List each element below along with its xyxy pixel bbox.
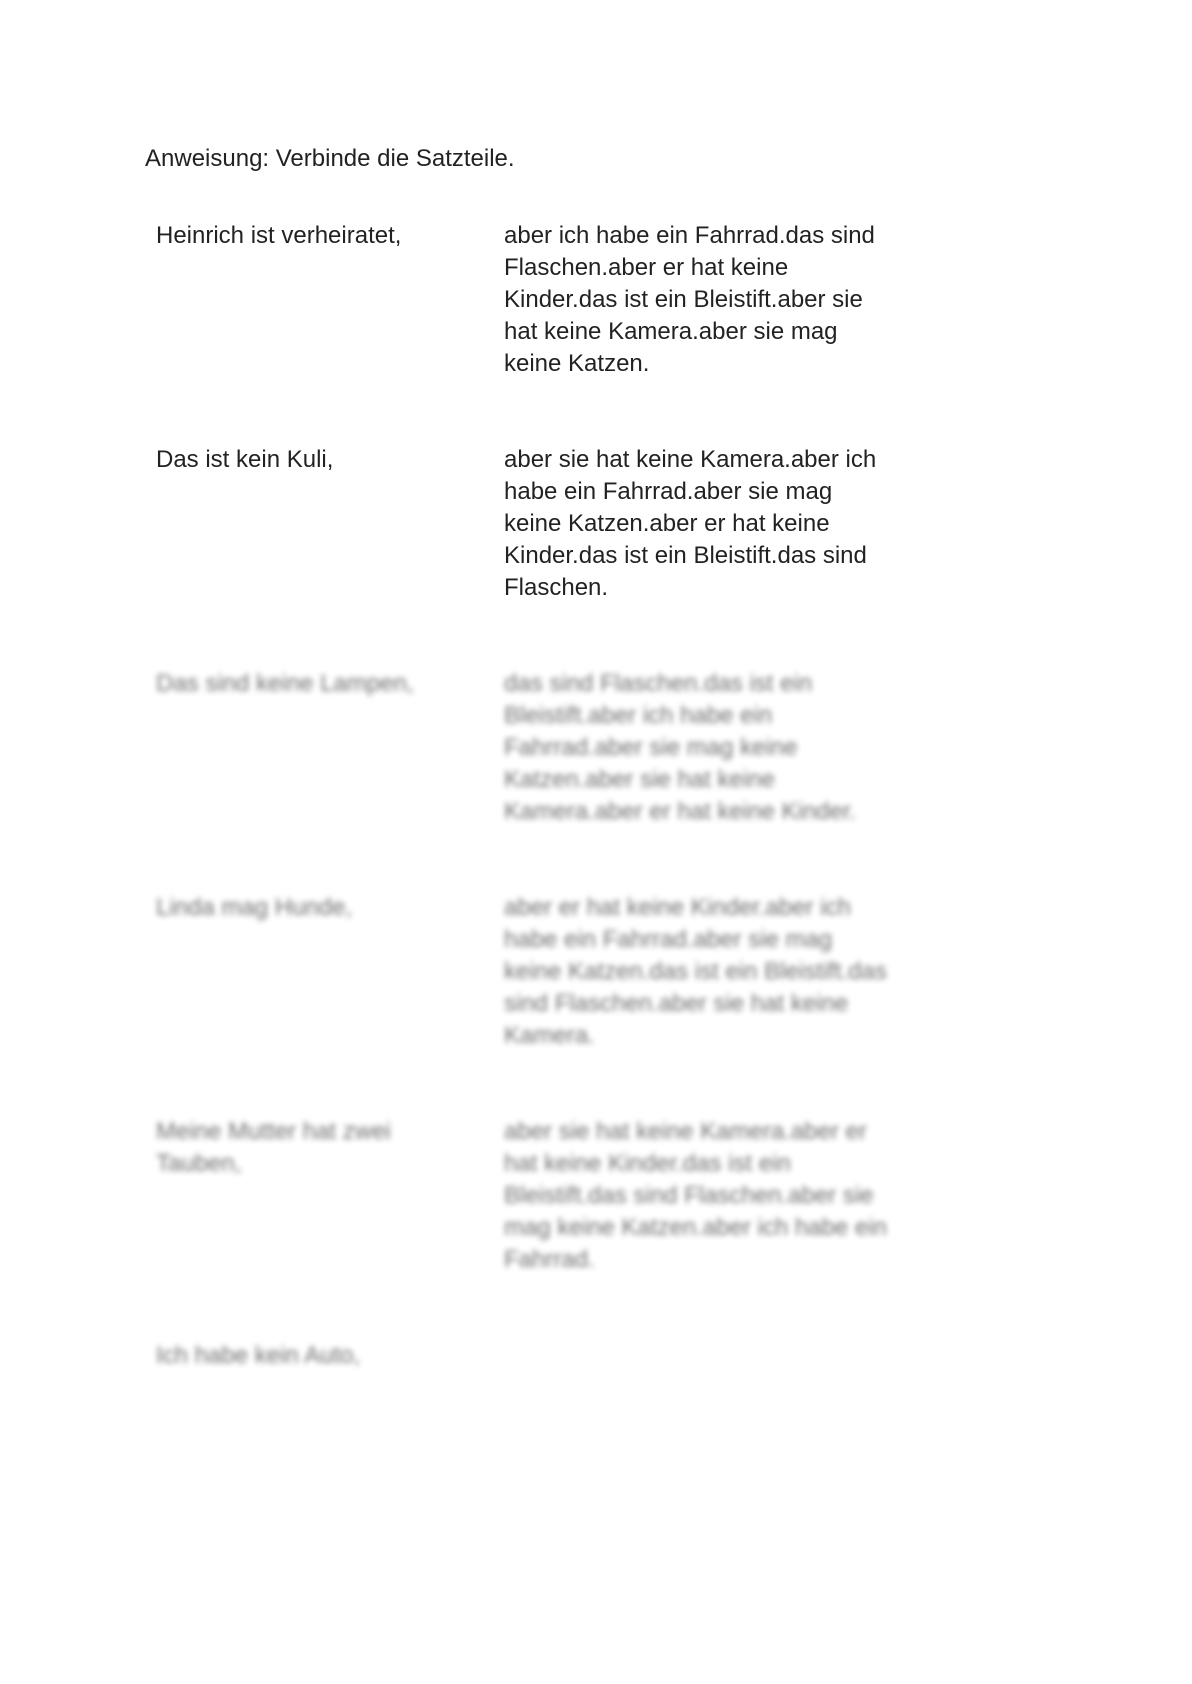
sentence-start: Heinrich ist verheiratet, (156, 222, 402, 249)
sentence-endings: aber sie hat keine Kamera.aber er hat keine Kinder.das ist ein Bleistift.das sind Flaschen.aber sie mag keine Katzen.aber ich habe ein Fahrrad. (504, 1118, 887, 1273)
sentence-start: Das sind keine Lampen, (156, 670, 414, 697)
sentence-endings: aber sie hat keine Kamera.aber ich habe ein Fahrrad.aber sie mag keine Katzen.aber er hat keine Kinder.das ist ein Bleistift.das sind Flaschen. (504, 446, 877, 601)
exercise-row (156, 220, 896, 444)
sentence-start: Linda mag Hunde, (156, 894, 353, 921)
exercise-row-blurred (156, 668, 896, 892)
sentence-endings: aber er hat keine Kinder.aber ich habe ein Fahrrad.aber sie mag keine Katzen.das ist ein Bleistift.das sind Flaschen.aber sie hat keine Kamera. (504, 894, 887, 1049)
exercise-row-blurred (156, 892, 896, 1116)
sentence-start: Das ist kein Kuli, (156, 446, 334, 473)
matching-exercise (156, 220, 896, 1400)
sentence-endings: aber ich habe ein Fahrrad.das sind Flaschen.aber er hat keine Kinder.das ist ein Bleistift.aber sie hat keine Kamera.aber sie mag keine Katzen. (504, 222, 875, 377)
exercise-row (156, 444, 896, 668)
sentence-start: Ich habe kein Auto, (156, 1342, 361, 1369)
exercise-row-blurred (156, 1340, 896, 1400)
sentence-start: Meine Mutter hat zwei Tauben, (156, 1118, 391, 1177)
exercise-row-blurred (156, 1116, 896, 1340)
sentence-endings: das sind Flaschen.das ist ein Bleistift.aber ich habe ein Fahrrad.aber sie mag keine Katzen.aber sie hat keine Kamera.aber er hat keine Kinder. (504, 670, 857, 825)
instruction-heading: Anweisung: Verbinde die Satzteile. (145, 145, 515, 172)
